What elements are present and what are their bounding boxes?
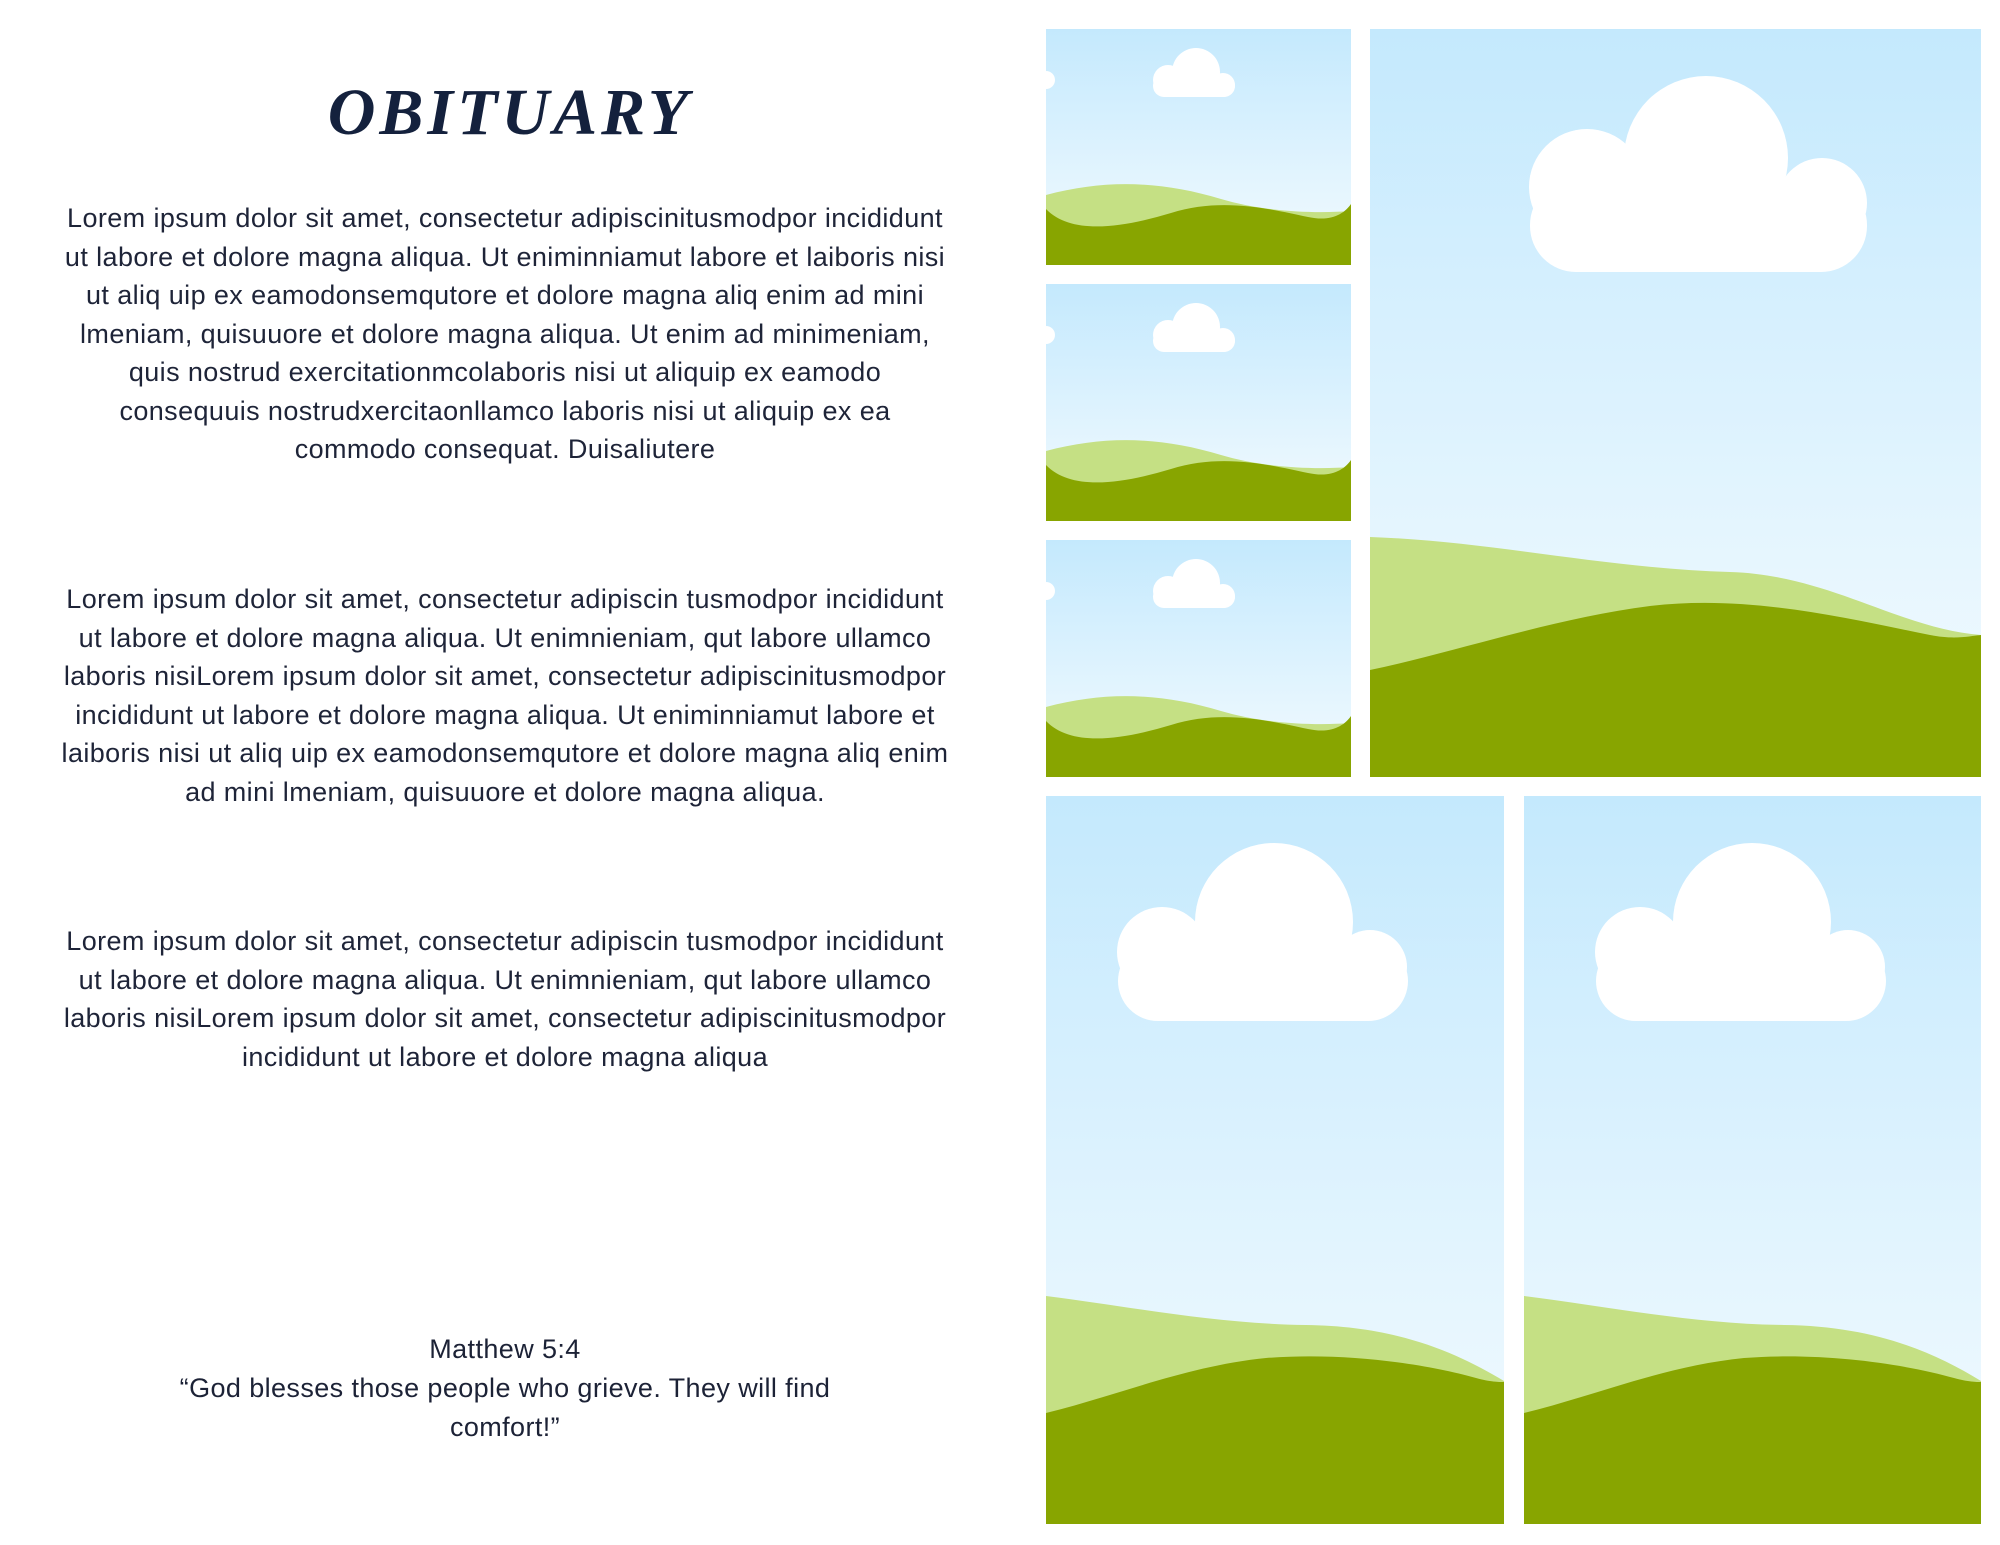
photo-placeholder-bottom-right [1524,796,1981,1524]
obituary-title: OBITUARY [327,76,693,149]
landscape-image-icon [1046,284,1351,521]
landscape-image-icon [1524,796,1981,1524]
verse-reference: Matthew 5:4 [429,1334,581,1364]
landscape-image-icon [1370,29,1981,777]
landscape-image-icon [1046,29,1351,265]
photo-placeholder-bottom-left [1046,796,1504,1524]
photo-placeholder-small-1 [1046,29,1351,265]
landscape-image-icon [1046,796,1504,1524]
landscape-image-icon [1046,540,1351,777]
obituary-paragraph-2: Lorem ipsum dolor sit amet, consectetur adipiscin tusmodpor incididunt ut labore et dolore magna aliqua. Ut enimnieniam, qut labore ullamco laboris nisiLorem ipsum dolor sit amet, consectetur adipiscinitusmodpor incididunt ut labore et dolore magna aliqua. Ut eniminniamut labore et laiboris nisi ut aliq uip ex eamodonsemqutore et dolore magna aliq enim ad mini lmeniam, quisuuore et dolore magna aliqua. [61,584,949,807]
photo-placeholder-large-main [1370,29,1981,777]
obituary-paragraph-3: Lorem ipsum dolor sit amet, consectetur adipiscin tusmodpor incididunt ut labore et dolore magna aliqua. Ut enimnieniam, qut labore ullamco laboris nisiLorem ipsum dolor sit amet, consectetur adipiscinitusmodpor incididunt ut labore et dolore magna aliqua [63,926,947,1072]
photo-placeholder-small-2 [1046,284,1351,521]
verse-quote: “God blesses those people who grieve. They will find comfort!” [179,1373,831,1442]
obituary-paragraph-1: Lorem ipsum dolor sit amet, consectetur adipiscinitusmodpor incididunt ut labore et dolore magna aliqua. Ut eniminniamut labore et laiboris nisi ut aliq uip ex eamodonsemqutore et dolore magna aliq enim ad mini lmeniam, quisuuore et dolore magna aliqua. Ut enim ad minimeniam, quis nostrud exercitationmcolaboris nisi ut aliquip ex eamodo consequuis nostrudxercitaonllamco laboris nisi ut aliquip ex ea commodo consequat. Duisaliutere [64,203,946,464]
photo-placeholder-small-3 [1046,540,1351,777]
